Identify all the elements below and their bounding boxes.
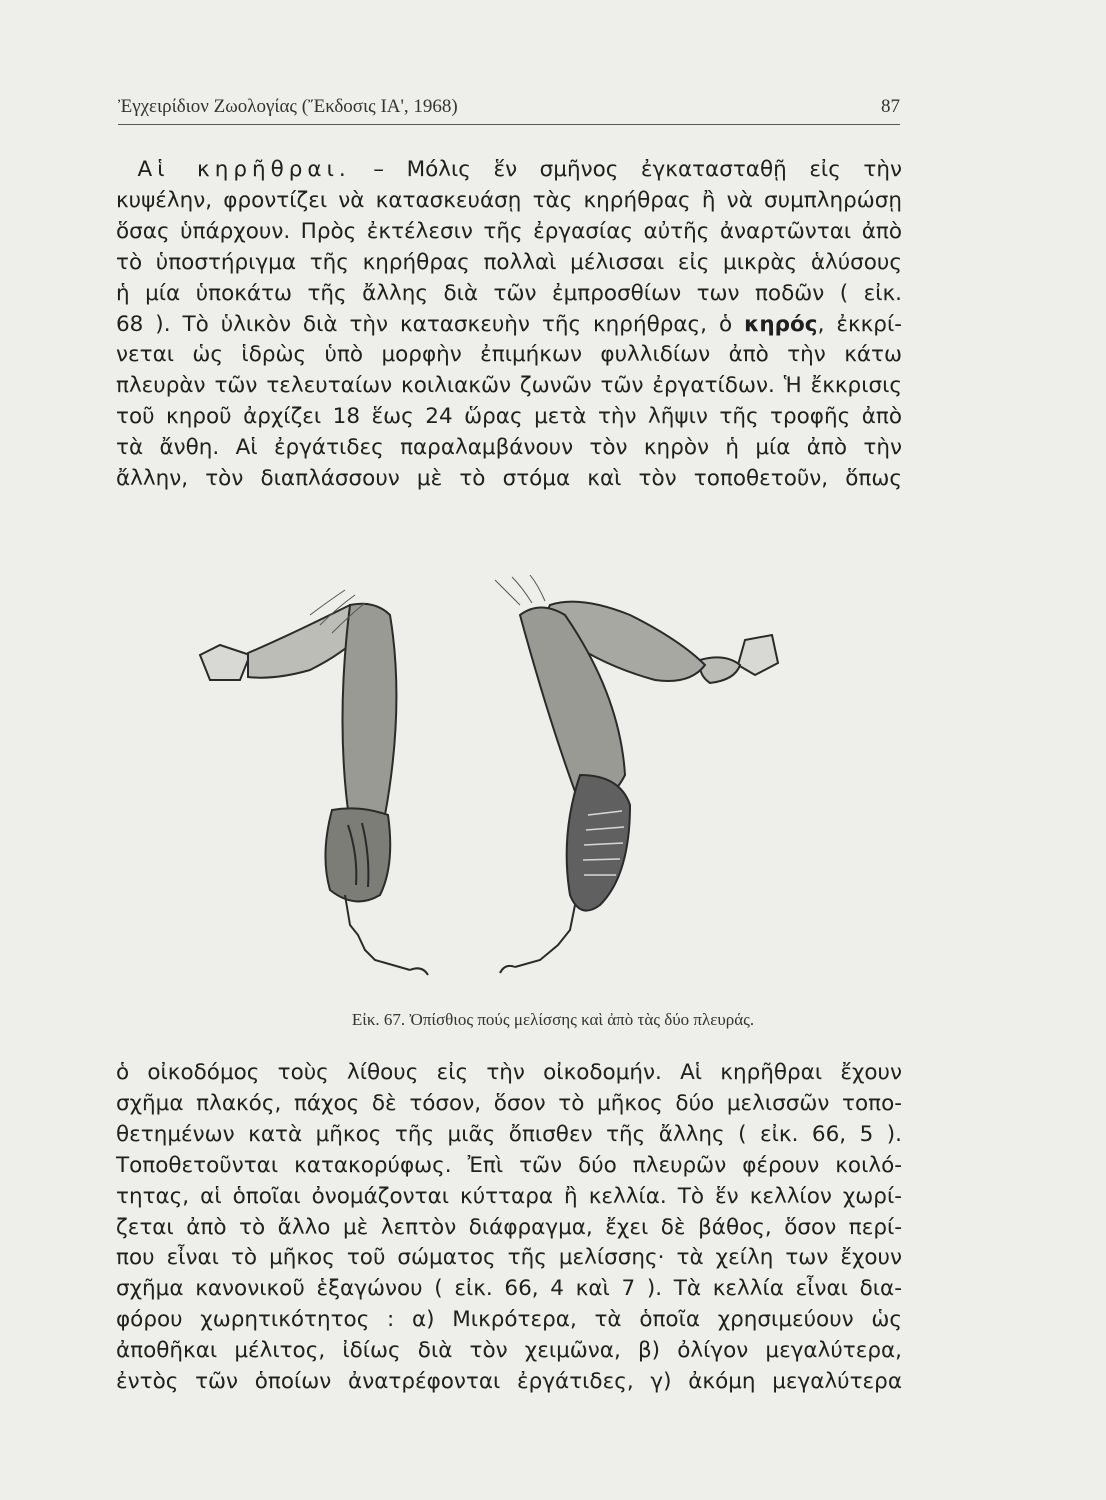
text-line: ὁ οἰκοδόμος τοὺς λίθους εἰς τὴν οἰκοδομήν. Αἱ κηρῆθραι ἔχουν <box>116 1060 902 1085</box>
top-paragraph <box>116 155 902 495</box>
text-line: που εἶναι τὸ μῆκος τοῦ σώματος τῆς μελίσσης· τὰ χείλη των ἔχουν <box>116 1245 902 1271</box>
text-line: κυψέλην, φροντίζει νὰ κατασκευάσῃ τὰς κηρήθρας ἢ νὰ συμπληρώσῃ <box>116 187 902 213</box>
text-line: σχῆμα πλακός, πάχος δὲ τόσον, ὅσον τὸ μῆκος δύο μελισσῶν τοπο- <box>116 1090 902 1116</box>
right-leg-drawing <box>495 575 778 973</box>
text-line: ἀποθῆκαι μέλιτος, ἰδίως διὰ τὸν χειμῶνα, β) ὀλίγον μεγαλύτερα, <box>116 1338 902 1364</box>
text-line: φόρου χωρητικότητος : α) Μικρότερα, τὰ ὁποῖα χρησιμεύουν ὡς <box>116 1307 902 1333</box>
text-line: ἐντὸς τῶν ὁποίων ἀνατρέφονται ἐργάτιδες, γ) ἀκόμη μεγαλύτερα <box>116 1369 902 1395</box>
bottom-paragraph <box>116 1058 902 1398</box>
text-line: νεται ὡς ἱδρὼς ὑπὸ μορφὴν ἐπιμήκων φυλλιδίων ἀπὸ τὴν κάτω <box>116 342 902 368</box>
text-line: ὅσας ὑπάρχουν. Πρὸς ἐκτέλεσιν τῆς ἐργασίας αὐτῆς ἀναρτῶνται ἀπὸ <box>116 218 902 244</box>
text-line: ἄλλην, τὸν διαπλάσσουν μὲ τὸ στόμα καὶ τὸν τοποθετοῦν, ὅπως <box>116 466 902 492</box>
section-heading: Αἱ κηρῆθραι. <box>137 157 351 182</box>
header-title: Ἐγχειρίδιον Ζωολογίας (Ἔκδοσις ΙΑ', 1968) <box>118 96 458 117</box>
text-line: ζεται ἀπὸ τὸ ἄλλο μὲ λεπτὸν διάφραγμα, ἔχει δὲ βάθος, ὅσον περί- <box>116 1214 902 1240</box>
text-line: τὰ ἄνθη. Αἱ ἐργάτιδες παραλαμβάνουν τὸν κηρὸν ἡ μία ἀπὸ τὴν <box>116 435 902 461</box>
text-line: πλευρὰν τῶν τελευταίων κοιλιακῶν ζωνῶν τῶν ἐργατίδων. Ἡ ἔκκρισις <box>116 373 902 399</box>
text-line: τητας, αἱ ὁποῖαι ὀνομάζονται κύτταρα ἢ κελλία. Τὸ ἕν κελλίον χωρί- <box>116 1183 902 1209</box>
text-line: Αἱ κηρῆθραι. – Μόλις ἕν σμῆνος ἐγκατασταθῇ εἰς τὴν <box>137 157 902 182</box>
page-number: 87 <box>881 96 900 117</box>
text-line: θετημένων κατὰ μῆκος τῆς μιᾶς ὄπισθεν τῆς ἄλλης ( εἰκ. 66, 5 ). <box>116 1121 902 1147</box>
bold-term: κηρός <box>744 311 818 337</box>
text-line: τὸ ὑποστήριγμα τῆς κηρήθρας πολλαὶ μέλισσαι εἰς μικρὰς ἁλύσους <box>116 249 902 275</box>
left-leg-drawing <box>200 590 428 975</box>
text-line: ἡ μία ὑποκάτω τῆς ἄλλης διὰ τῶν ἐμπροσθίων των ποδῶν ( εἰκ. <box>116 280 902 306</box>
text-line: σχῆμα κανονικοῦ ἑξαγώνου ( εἰκ. 66, 4 καὶ 7 ). Τὰ κελλία εἶναι δια- <box>116 1276 902 1302</box>
figure-caption: Εἰκ. 67. Ὀπίσθιος πούς μελίσσης καὶ ἀπὸ τὰς δύο πλευράς. <box>351 1010 755 1029</box>
text-line: Τοποθετοῦνται κατακορύφως. Ἐπὶ τῶν δύο πλευρῶν φέρουν κοιλό- <box>116 1152 902 1178</box>
text-line: 68 ). Τὸ ὑλικὸν διὰ τὴν κατασκευὴν τῆς κηρήθρας, ὁ κηρός, ἐκκρί- <box>116 311 902 337</box>
running-header <box>118 96 900 125</box>
bee-hind-leg-illustration <box>160 575 800 1005</box>
text-line: τοῦ κηροῦ ἀρχίζει 18 ἕως 24 ὥρας μετὰ τὴν λῆψιν τῆς τροφῆς ἀπὸ <box>116 404 902 430</box>
